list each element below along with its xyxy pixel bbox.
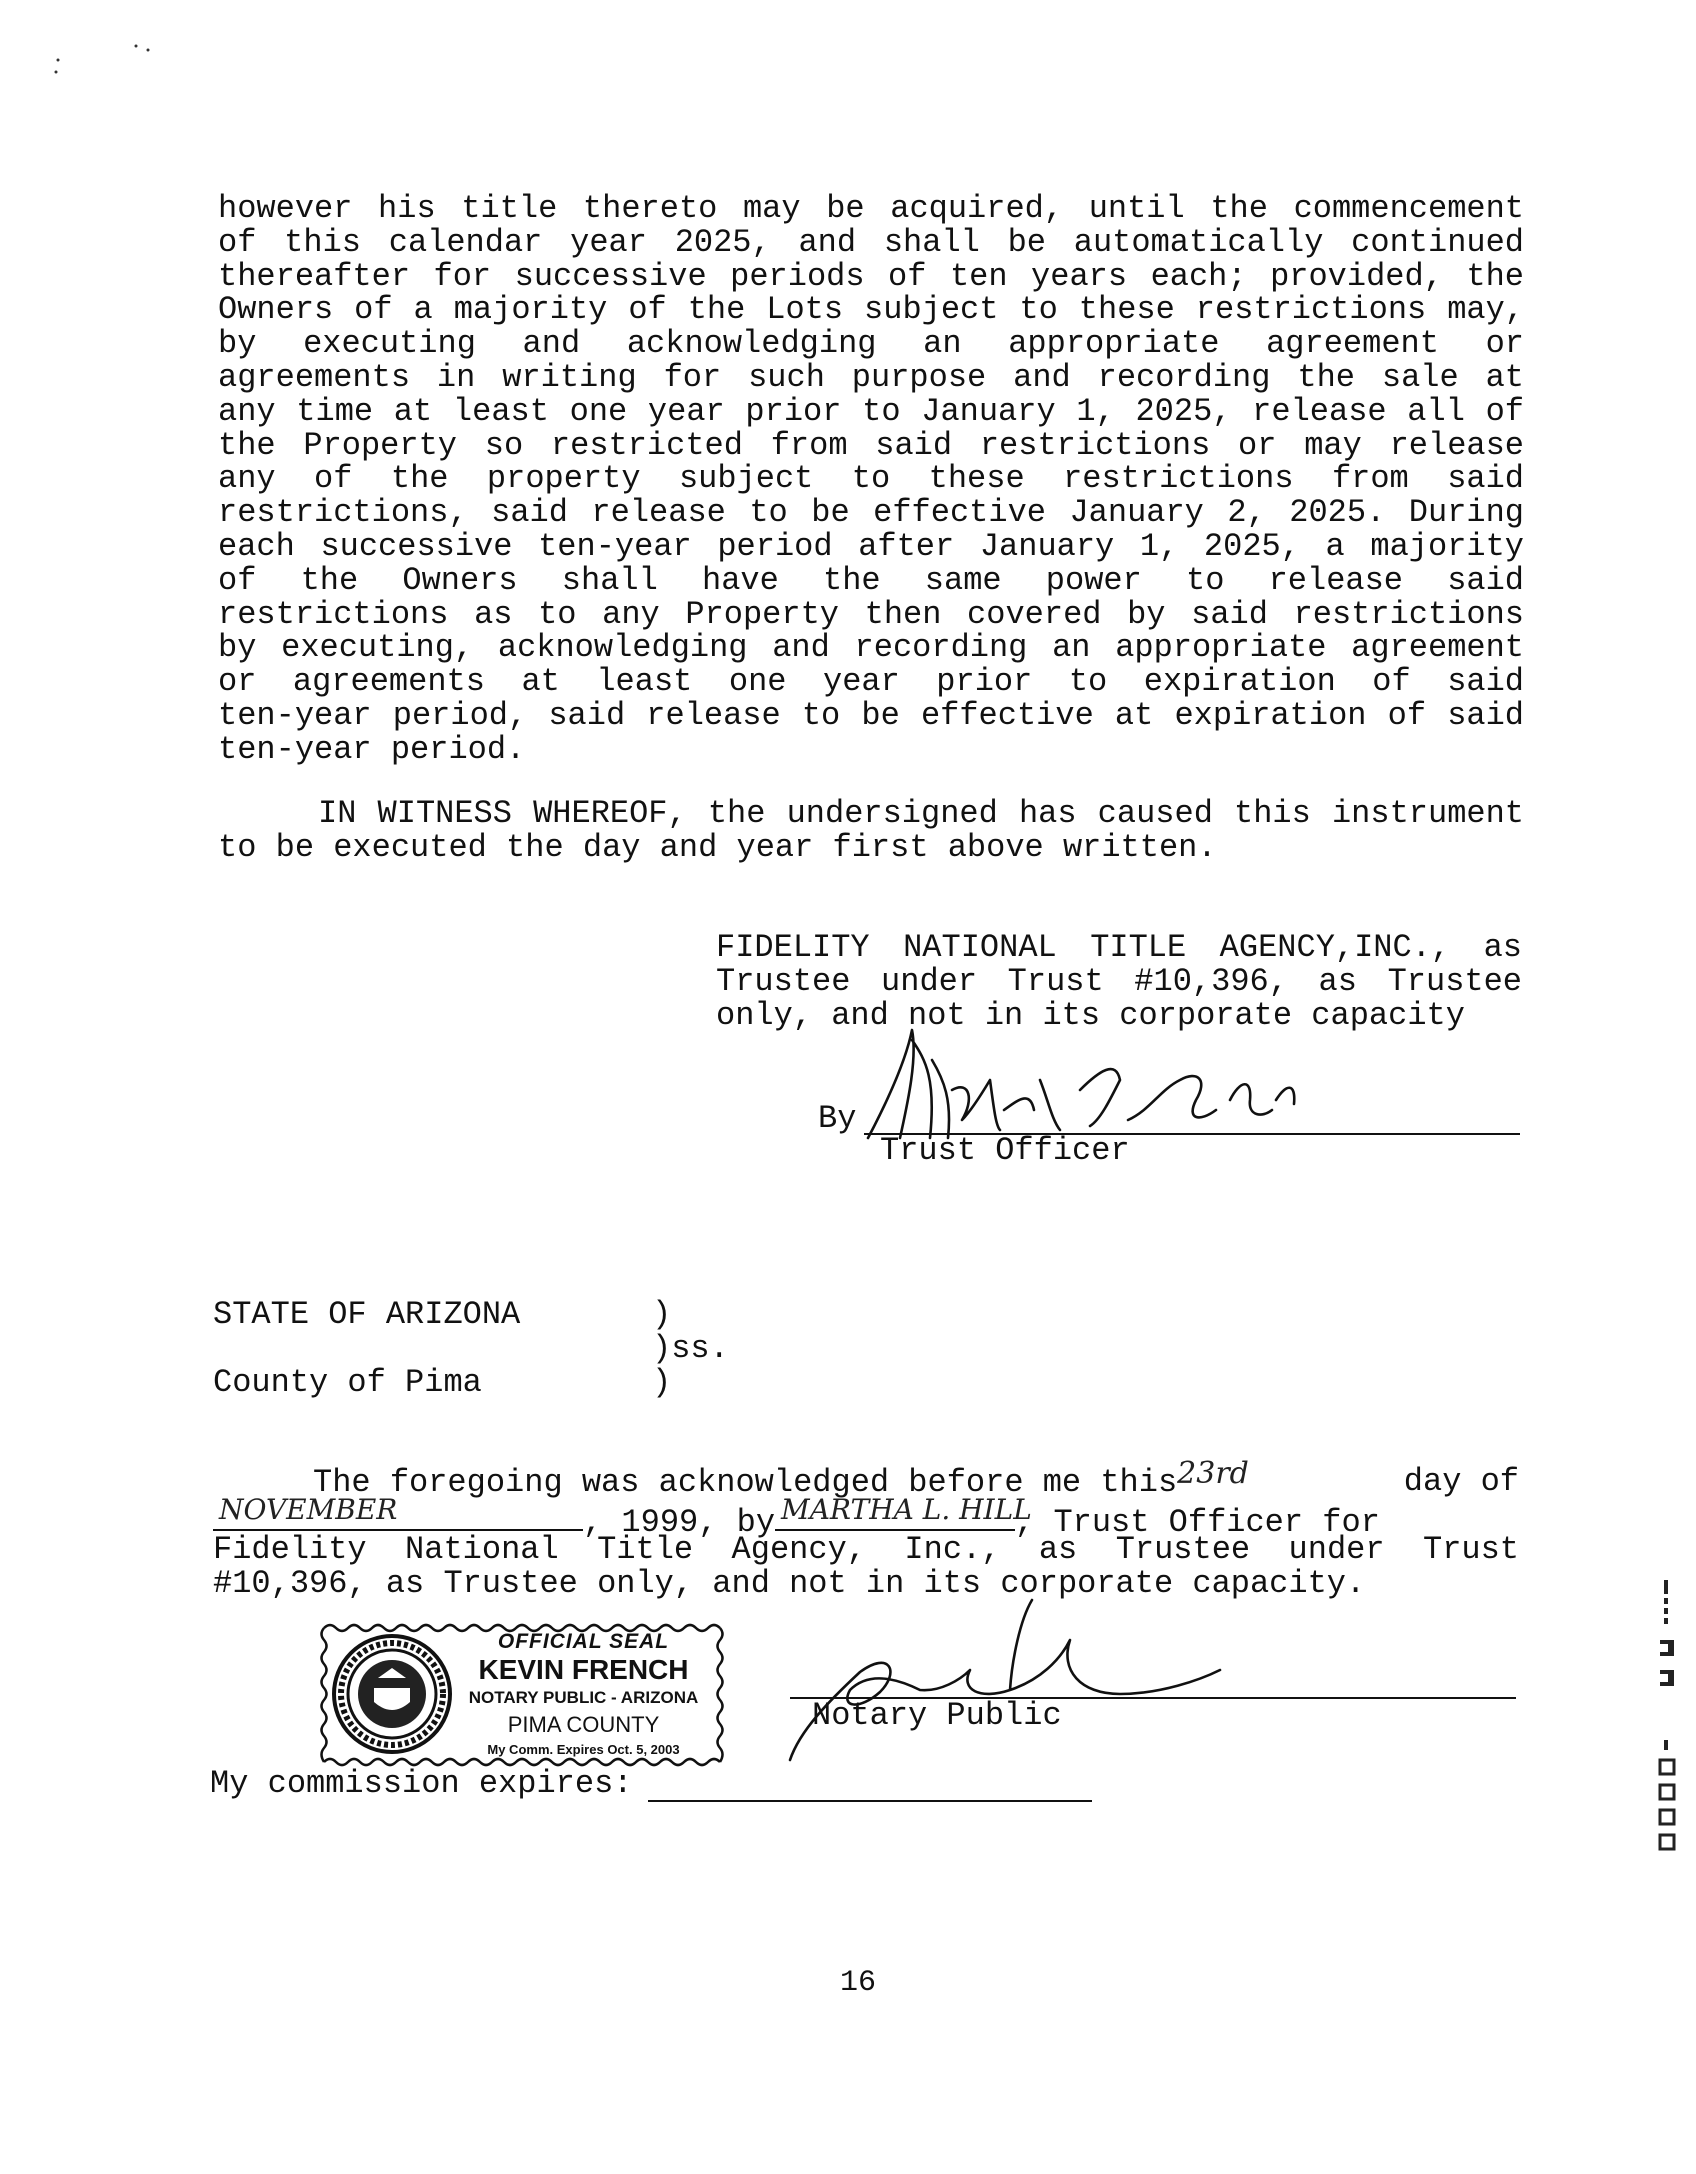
venue-paren-ss: )ss. [652, 1330, 729, 1367]
venue-block [213, 1298, 520, 1400]
ack-month-handwritten: NOVEMBER [219, 1493, 398, 1526]
ack-line2-post: , Trust Officer for [1015, 1504, 1380, 1541]
venue-county: County of Pima [213, 1364, 482, 1401]
body-line: agreements in writing for such purpose and recording the sale at [218, 358, 1524, 396]
commission-blank-line [648, 1800, 1092, 1802]
scan-speck-icon [50, 40, 170, 80]
body-line: or agreements at least one year prior to expiration of said [218, 663, 1524, 701]
notary-seal [316, 1618, 730, 1770]
restrictions-paragraph [218, 192, 1524, 767]
body-line: however his title thereto may be acquired, until the commencement [218, 190, 1524, 227]
venue-paren-1: ) [652, 1296, 672, 1333]
venue-state: STATE OF ARIZONA [213, 1296, 521, 1333]
body-line: the Property so restricted from said restrictions or may release [218, 426, 1524, 464]
month-blank [213, 1493, 583, 1531]
page-number: 16 [840, 1966, 877, 2000]
body-line: restrictions, said release to be effective January 2, 2025. During [218, 494, 1524, 532]
ack-day-handwritten: 23rd [1177, 1456, 1249, 1491]
seal-text [446, 1618, 721, 1757]
ack-name-handwritten: MARTHA L. HILL [781, 1493, 1032, 1526]
ack-line-2 [213, 1493, 1519, 1541]
commission-label: My commission expires: [210, 1765, 633, 1802]
trustee-line: Trustee under Trust #10,396, as Trustee [716, 962, 1522, 1000]
by-label: By [818, 1100, 857, 1137]
venue-blank [213, 1332, 520, 1366]
body-line: any of the property subject to these restrictions from said [218, 460, 1524, 498]
seal-name: KEVIN FRENCH [478, 1654, 689, 1685]
body-line: ten-year period. [218, 730, 526, 768]
venue-paren-3: ) [652, 1364, 672, 1401]
witness-clause [218, 797, 1524, 865]
seal-county: PIMA COUNTY [507, 1712, 660, 1737]
name-blank [775, 1493, 1032, 1531]
body-line: of the Owners shall have the same power to release said [218, 561, 1524, 599]
body-line: any time at least one year prior to January 1, 2025, release all of [218, 392, 1524, 430]
trustee-line: FIDELITY NATIONAL TITLE AGENCY,INC., as [716, 929, 1522, 966]
ack-year: , 1999, by [583, 1504, 776, 1541]
body-line: ten-year period, said release to be effective at expiration of said [218, 696, 1524, 734]
venue-ss [652, 1298, 729, 1400]
witness-line: IN WITNESS WHEREOF, the undersigned has caused this instrument [318, 795, 1524, 832]
body-line: Owners of a majority of the Lots subject to these restrictions may, [218, 291, 1524, 329]
trustee-block [716, 931, 1522, 1032]
seal-title: OFFICIAL SEAL [497, 1630, 670, 1653]
body-line: restrictions as to any Property then covered by said restrictions [218, 595, 1524, 633]
body-line: of this calendar year 2025, and shall be automatically continued [218, 223, 1524, 261]
signer-title: Trust Officer [880, 1132, 1130, 1169]
trustee-line: only, and not in its corporate capacity [716, 996, 1465, 1034]
body-line: by executing, acknowledging and recording an appropriate agreement [218, 629, 1524, 667]
ack-line1-pre: The foregoing was acknowledged before me this [313, 1464, 1178, 1501]
notary-signature-icon [790, 1600, 1220, 1760]
notary-label: Notary Public [812, 1697, 1062, 1734]
body-line: by executing and acknowledging an appropriate agreement or [218, 325, 1524, 363]
ack-line-4: #10,396, as Trustee only, and not in its corporate capacity. [213, 1565, 1366, 1602]
acknowledgment-paragraph [213, 1456, 1519, 1602]
ack-line-3: Fidelity National Title Agency, Inc., as Trustee under Trust [213, 1531, 1519, 1568]
body-line: thereafter for successive periods of ten years each; provided, the [218, 257, 1524, 295]
margin-recording-stamp-icon [1650, 1580, 1690, 1920]
trust-officer-signature-icon [868, 1030, 1294, 1138]
seal-expiration: My Comm. Expires Oct. 5, 2003 [487, 1742, 680, 1757]
ack-line1-post: day of [1403, 1463, 1519, 1500]
witness-line: to be executed the day and year first above written. [218, 828, 1217, 866]
seal-role: NOTARY PUBLIC - ARIZONA [468, 1688, 699, 1707]
body-line: each successive ten-year period after January 1, 2025, a majority [218, 527, 1524, 565]
